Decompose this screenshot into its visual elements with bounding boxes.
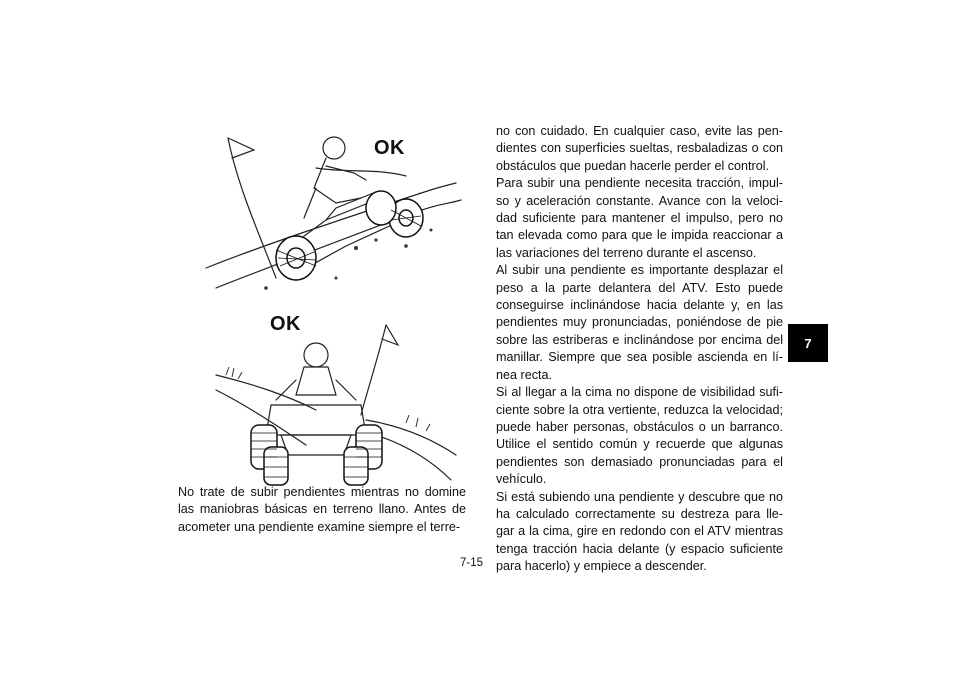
atv-front-drawing: [176, 305, 466, 490]
page-number: 7-15: [460, 557, 484, 569]
atv-front-illustration: [176, 305, 466, 490]
right-paragraph-1: no con cuidado. En cualquier caso, evite las pen-dientes con superficies sueltas, resbaladizas o con obstáculos que puedan hacerle perder el control.: [496, 124, 783, 173]
chapter-tab: [788, 324, 828, 362]
right-text-column: [496, 123, 783, 576]
ok-label-top: OK: [374, 137, 405, 159]
atv-climbing-drawing: [176, 128, 466, 303]
left-text-column: [178, 484, 466, 536]
atv-climbing-illustration: [176, 128, 466, 303]
right-paragraph-3: Al subir una pendiente es importante desplazar el peso a la parte delantera del ATV. Esto puede conseguirse inclinándose hacia delante y, en las pendientes muy pronunciadas, poniéndose de pie sobre las estriberas e inclinándose por encima del manillar. Siempre que sea posible ascienda en lí-nea recta.: [496, 263, 783, 382]
chapter-tab-number: 7: [804, 335, 812, 351]
right-paragraph-4: Si al llegar a la cima no dispone de visibilidad sufi-ciente sobre la otra vertiente, reduzca la velocidad; puede haber personas, obstáculos o un barranco. Utilice el sentido común y recuerde que algunas pendientes son demasiado pronunciadas para el vehículo.: [496, 385, 783, 487]
left-paragraph: No trate de subir pendientes mientras no domine las maniobras básicas en terreno llano. Antes de acometer una pendiente examine siempre el terre-: [178, 485, 466, 534]
ok-label-bottom: OK: [270, 313, 301, 335]
right-paragraph-2: Para subir una pendiente necesita tracción, impul-so y aceleración constante. Avance con la veloci-dad suficiente para mantener el impulso, pero no tan elevada como para que le impida reaccionar a las variaciones del terreno durante el ascenso.: [496, 176, 783, 260]
right-paragraph-5: Si está subiendo una pendiente y descubre que no ha calculado correctamente su destreza para lle-gar a la cima, gire en redondo con el ATV mientras tenga tracción hacia delante (y espacio suficiente para hacerlo) y empiece a descender.: [496, 489, 783, 574]
